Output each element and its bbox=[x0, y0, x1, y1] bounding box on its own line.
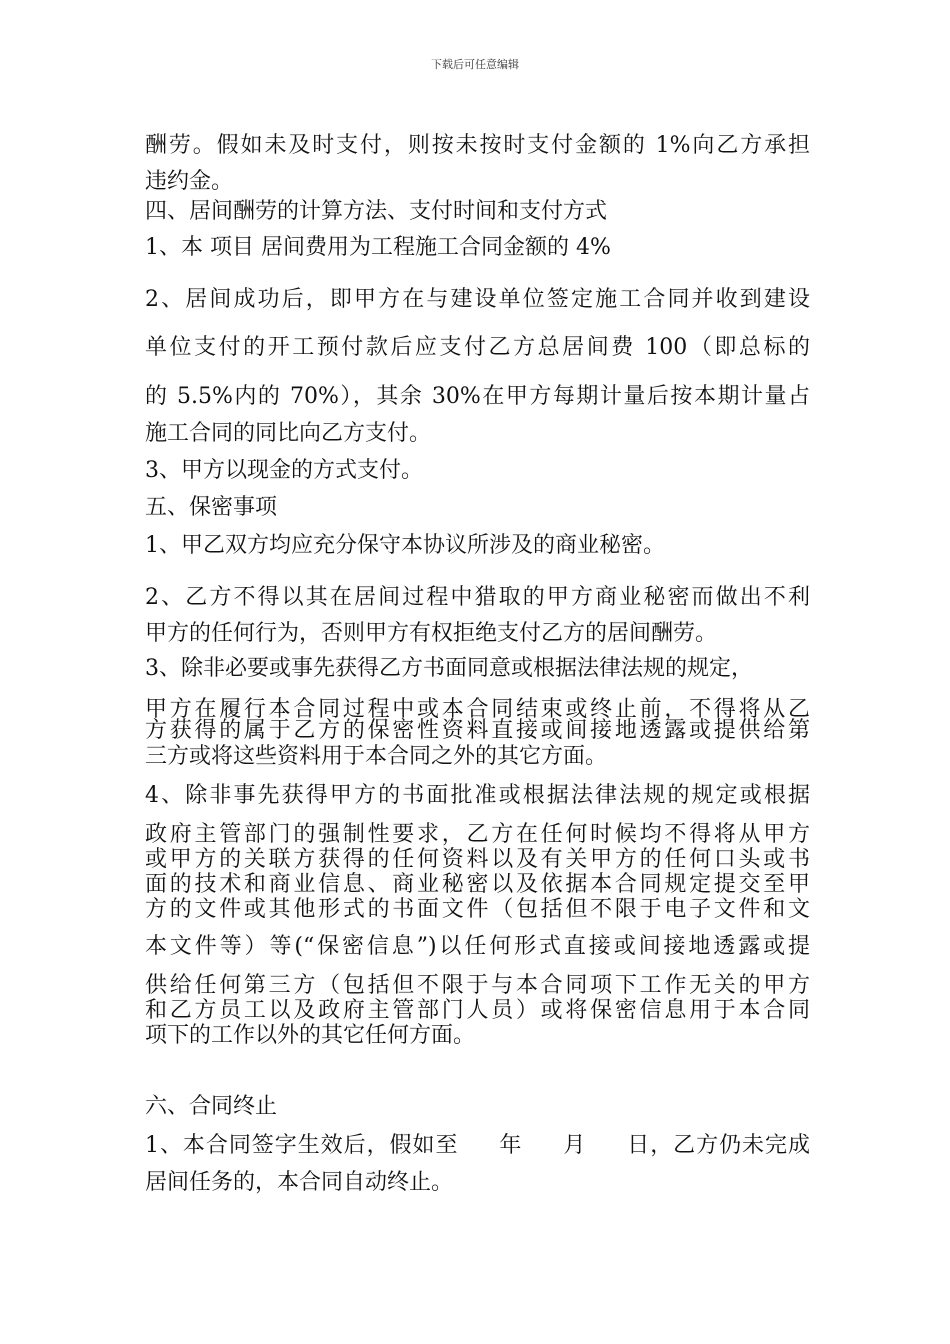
paragraph-line: 面的技术和商业信息、商业秘密以及依据本合同规定提交至甲 bbox=[145, 872, 810, 897]
paragraph-line: 甲方的任何行为，否则甲方有权拒绝支付乙方的居间酬劳。 bbox=[145, 621, 718, 646]
termination-text-part1: 1、本合同签字生效后，假如至 bbox=[145, 1133, 459, 1158]
paragraph-line: 政府主管部门的强制性要求，乙方在任何时候均不得将从甲方 bbox=[145, 822, 810, 847]
page-header: 下载后可任意编辑 bbox=[431, 58, 519, 71]
paragraph-line: 施工合同的同比向乙方支付。 bbox=[145, 421, 432, 446]
paragraph-line: 或甲方的关联方获得的任何资料以及有关甲方的任何口头或书 bbox=[145, 847, 810, 872]
paragraph-line: 供给任何第三方（包括但不限于与本合同项下工作无关的甲方 bbox=[145, 973, 810, 998]
paragraph-line: 和乙方员工以及政府主管部门人员）或将保密信息用于本合同 bbox=[145, 998, 810, 1023]
paragraph-line: 违约金。 bbox=[145, 169, 234, 194]
section-heading: 四、居间酬劳的计算方法、支付时间和支付方式 bbox=[145, 199, 608, 224]
paragraph-line: 甲方在履行本合同过程中或本合同结束或终止前，不得将从乙 bbox=[145, 697, 810, 722]
paragraph-line: 单位支付的开工预付款后应支付乙方总居间费 100（即总标的 bbox=[145, 335, 810, 360]
paragraph-line: 三方或将这些资料用于本合同之外的其它方面。 bbox=[145, 744, 608, 769]
paragraph-line: 方的文件或其他形式的书面文件（包括但不限于电子文件和文 bbox=[145, 897, 810, 922]
paragraph-line: 方获得的属于乙方的保密性资料直接或间接地透露或提供给第 bbox=[145, 718, 810, 743]
termination-clause-line bbox=[145, 1133, 810, 1159]
paragraph-line: 1、本 项目 居间费用为工程施工合同金额的 4% bbox=[145, 235, 611, 260]
paragraph-line: 的 5.5%内的 70%），其余 30%在甲方每期计量后按本期计量占 bbox=[145, 384, 810, 409]
paragraph-line: 1、甲乙双方均应充分保守本协议所涉及的商业秘密。 bbox=[145, 533, 665, 558]
paragraph-line: 居间任务的，本合同自动终止。 bbox=[145, 1170, 454, 1195]
paragraph-line: 2、乙方不得以其在居间过程中猎取的甲方商业秘密而做出不利 bbox=[145, 585, 810, 610]
section-heading: 六、合同终止 bbox=[145, 1094, 278, 1119]
month-label: 月 bbox=[562, 1133, 587, 1158]
paragraph-line: 酬劳。假如未及时支付，则按未按时支付金额的 1%向乙方承担 bbox=[145, 133, 810, 158]
termination-text-part2: 日，乙方仍未完成 bbox=[626, 1133, 810, 1158]
paragraph-line: 项下的工作以外的其它任何方面。 bbox=[145, 1023, 476, 1048]
year-label: 年 bbox=[498, 1133, 523, 1158]
paragraph-line: 本文件等）等(“保密信息”)以任何形式直接或间接地透露或提 bbox=[145, 934, 810, 959]
paragraph-line: 4、除非事先获得甲方的书面批准或根据法律法规的规定或根据 bbox=[145, 783, 810, 808]
paragraph-line: 3、甲方以现金的方式支付。 bbox=[145, 458, 423, 483]
paragraph-line: 2、居间成功后，即甲方在与建设单位签定施工合同并收到建设 bbox=[145, 287, 810, 312]
section-heading: 五、保密事项 bbox=[145, 495, 278, 520]
paragraph-line: 3、除非必要或事先获得乙方书面同意或根据法律法规的规定， bbox=[145, 656, 753, 681]
